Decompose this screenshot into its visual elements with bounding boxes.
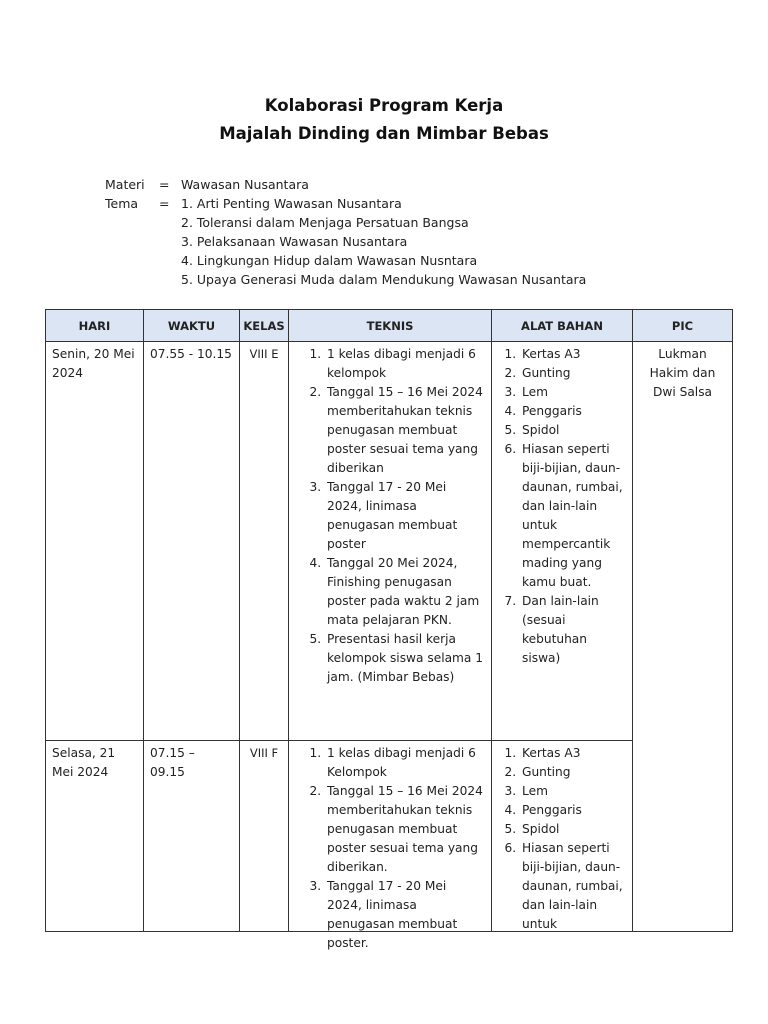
cell-waktu: 07.15 – 09.15	[144, 741, 240, 932]
list-item: 7. Dan lain-lain (sesuai kebutuhan siswa)	[520, 592, 626, 668]
list-item: 1. 1 kelas dibagi menjadi 6 Kelompok	[325, 744, 485, 782]
cell-waktu: 07.55 - 10.15	[144, 342, 240, 741]
teknis-list	[295, 744, 485, 953]
cell-hari: Selasa, 21 Mei 2024	[46, 741, 144, 932]
materi-label: Materi	[105, 177, 145, 192]
teknis-list	[295, 345, 485, 687]
tema-label: Tema	[105, 196, 139, 211]
list-item: 2. Gunting	[520, 763, 626, 782]
list-item: 2. Tanggal 15 – 16 Mei 2024 memberitahukan teknis penugasan membuat poster sesuai tema yang diberikan.	[325, 782, 485, 877]
table-row	[46, 342, 733, 741]
header-teknis: TEKNIS	[289, 310, 492, 342]
list-item: 2. Gunting	[520, 364, 626, 383]
list-item: 5. Spidol	[520, 820, 626, 839]
document-title-line-2: Majalah Dinding dan Mimbar Bebas	[219, 124, 549, 143]
table-header-row	[46, 310, 733, 342]
cell-teknis	[289, 741, 492, 950]
cell-kelas: VIII F	[240, 741, 289, 932]
list-item: 5. Presentasi hasil kerja kelompok siswa selama 1 jam. (Mimbar Bebas)	[325, 630, 485, 687]
list-item: 6. Hiasan seperti biji-bijian, daun-daunan, rumbai, dan lain-lain untuk mempercantik mading yang kamu buat.	[520, 440, 626, 592]
tema-item: 2. Toleransi dalam Menjaga Persatuan Bangsa	[181, 215, 469, 230]
alat-list	[498, 345, 626, 668]
header-kelas: KELAS	[240, 310, 289, 342]
cell-teknis	[289, 342, 492, 741]
cell-kelas: VIII E	[240, 342, 289, 741]
cell-pic: Lukman Hakim dan Dwi Salsa	[633, 342, 733, 932]
list-item: 4. Penggaris	[520, 402, 626, 421]
cell-alat-bahan	[492, 342, 633, 741]
list-item: 3. Lem	[520, 782, 626, 801]
list-item: 1. Kertas A3	[520, 744, 626, 763]
tema-item: 3. Pelaksanaan Wawasan Nusantara	[181, 234, 408, 249]
header-pic: PIC	[633, 310, 733, 342]
meta-section	[0, 177, 768, 297]
alat-list	[498, 744, 626, 934]
list-item: 3. Lem	[520, 383, 626, 402]
schedule-table	[45, 309, 733, 950]
list-item: 3. Tanggal 17 - 20 Mei 2024, linimasa penugasan membuat poster.	[325, 877, 485, 953]
list-item: 3. Tanggal 17 - 20 Mei 2024, linimasa penugasan membuat poster	[325, 478, 485, 554]
list-item: 1. 1 kelas dibagi menjadi 6 kelompok	[325, 345, 485, 383]
cell-alat-bahan	[492, 741, 633, 932]
header-alat-bahan: ALAT BAHAN	[492, 310, 633, 342]
list-item: 1. Kertas A3	[520, 345, 626, 364]
list-item: 4. Penggaris	[520, 801, 626, 820]
list-item: 4. Tanggal 20 Mei 2024, Finishing penugasan poster pada waktu 2 jam mata pelajaran PKN.	[325, 554, 485, 630]
tema-item: 1. Arti Penting Wawasan Nusantara	[181, 196, 402, 211]
list-item: 2. Tanggal 15 – 16 Mei 2024 memberitahukan teknis penugasan membuat poster sesuai tema yang diberikan	[325, 383, 485, 478]
list-item: 5. Spidol	[520, 421, 626, 440]
materi-equals: =	[159, 177, 170, 192]
table-row	[46, 741, 733, 932]
tema-item: 4. Lingkungan Hidup dalam Wawasan Nusntara	[181, 253, 478, 268]
document-title-line-1: Kolaborasi Program Kerja	[264, 96, 504, 115]
header-hari: HARI	[46, 310, 144, 342]
tema-equals: =	[159, 196, 170, 211]
header-waktu: WAKTU	[144, 310, 240, 342]
materi-value: Wawasan Nusantara	[181, 177, 309, 192]
cell-hari: Senin, 20 Mei 2024	[46, 342, 144, 741]
tema-item: 5. Upaya Generasi Muda dalam Mendukung Wawasan Nusantara	[181, 272, 587, 287]
list-item: 6. Hiasan seperti biji-bijian, daun-daunan, rumbai, dan lain-lain untuk	[520, 839, 626, 934]
